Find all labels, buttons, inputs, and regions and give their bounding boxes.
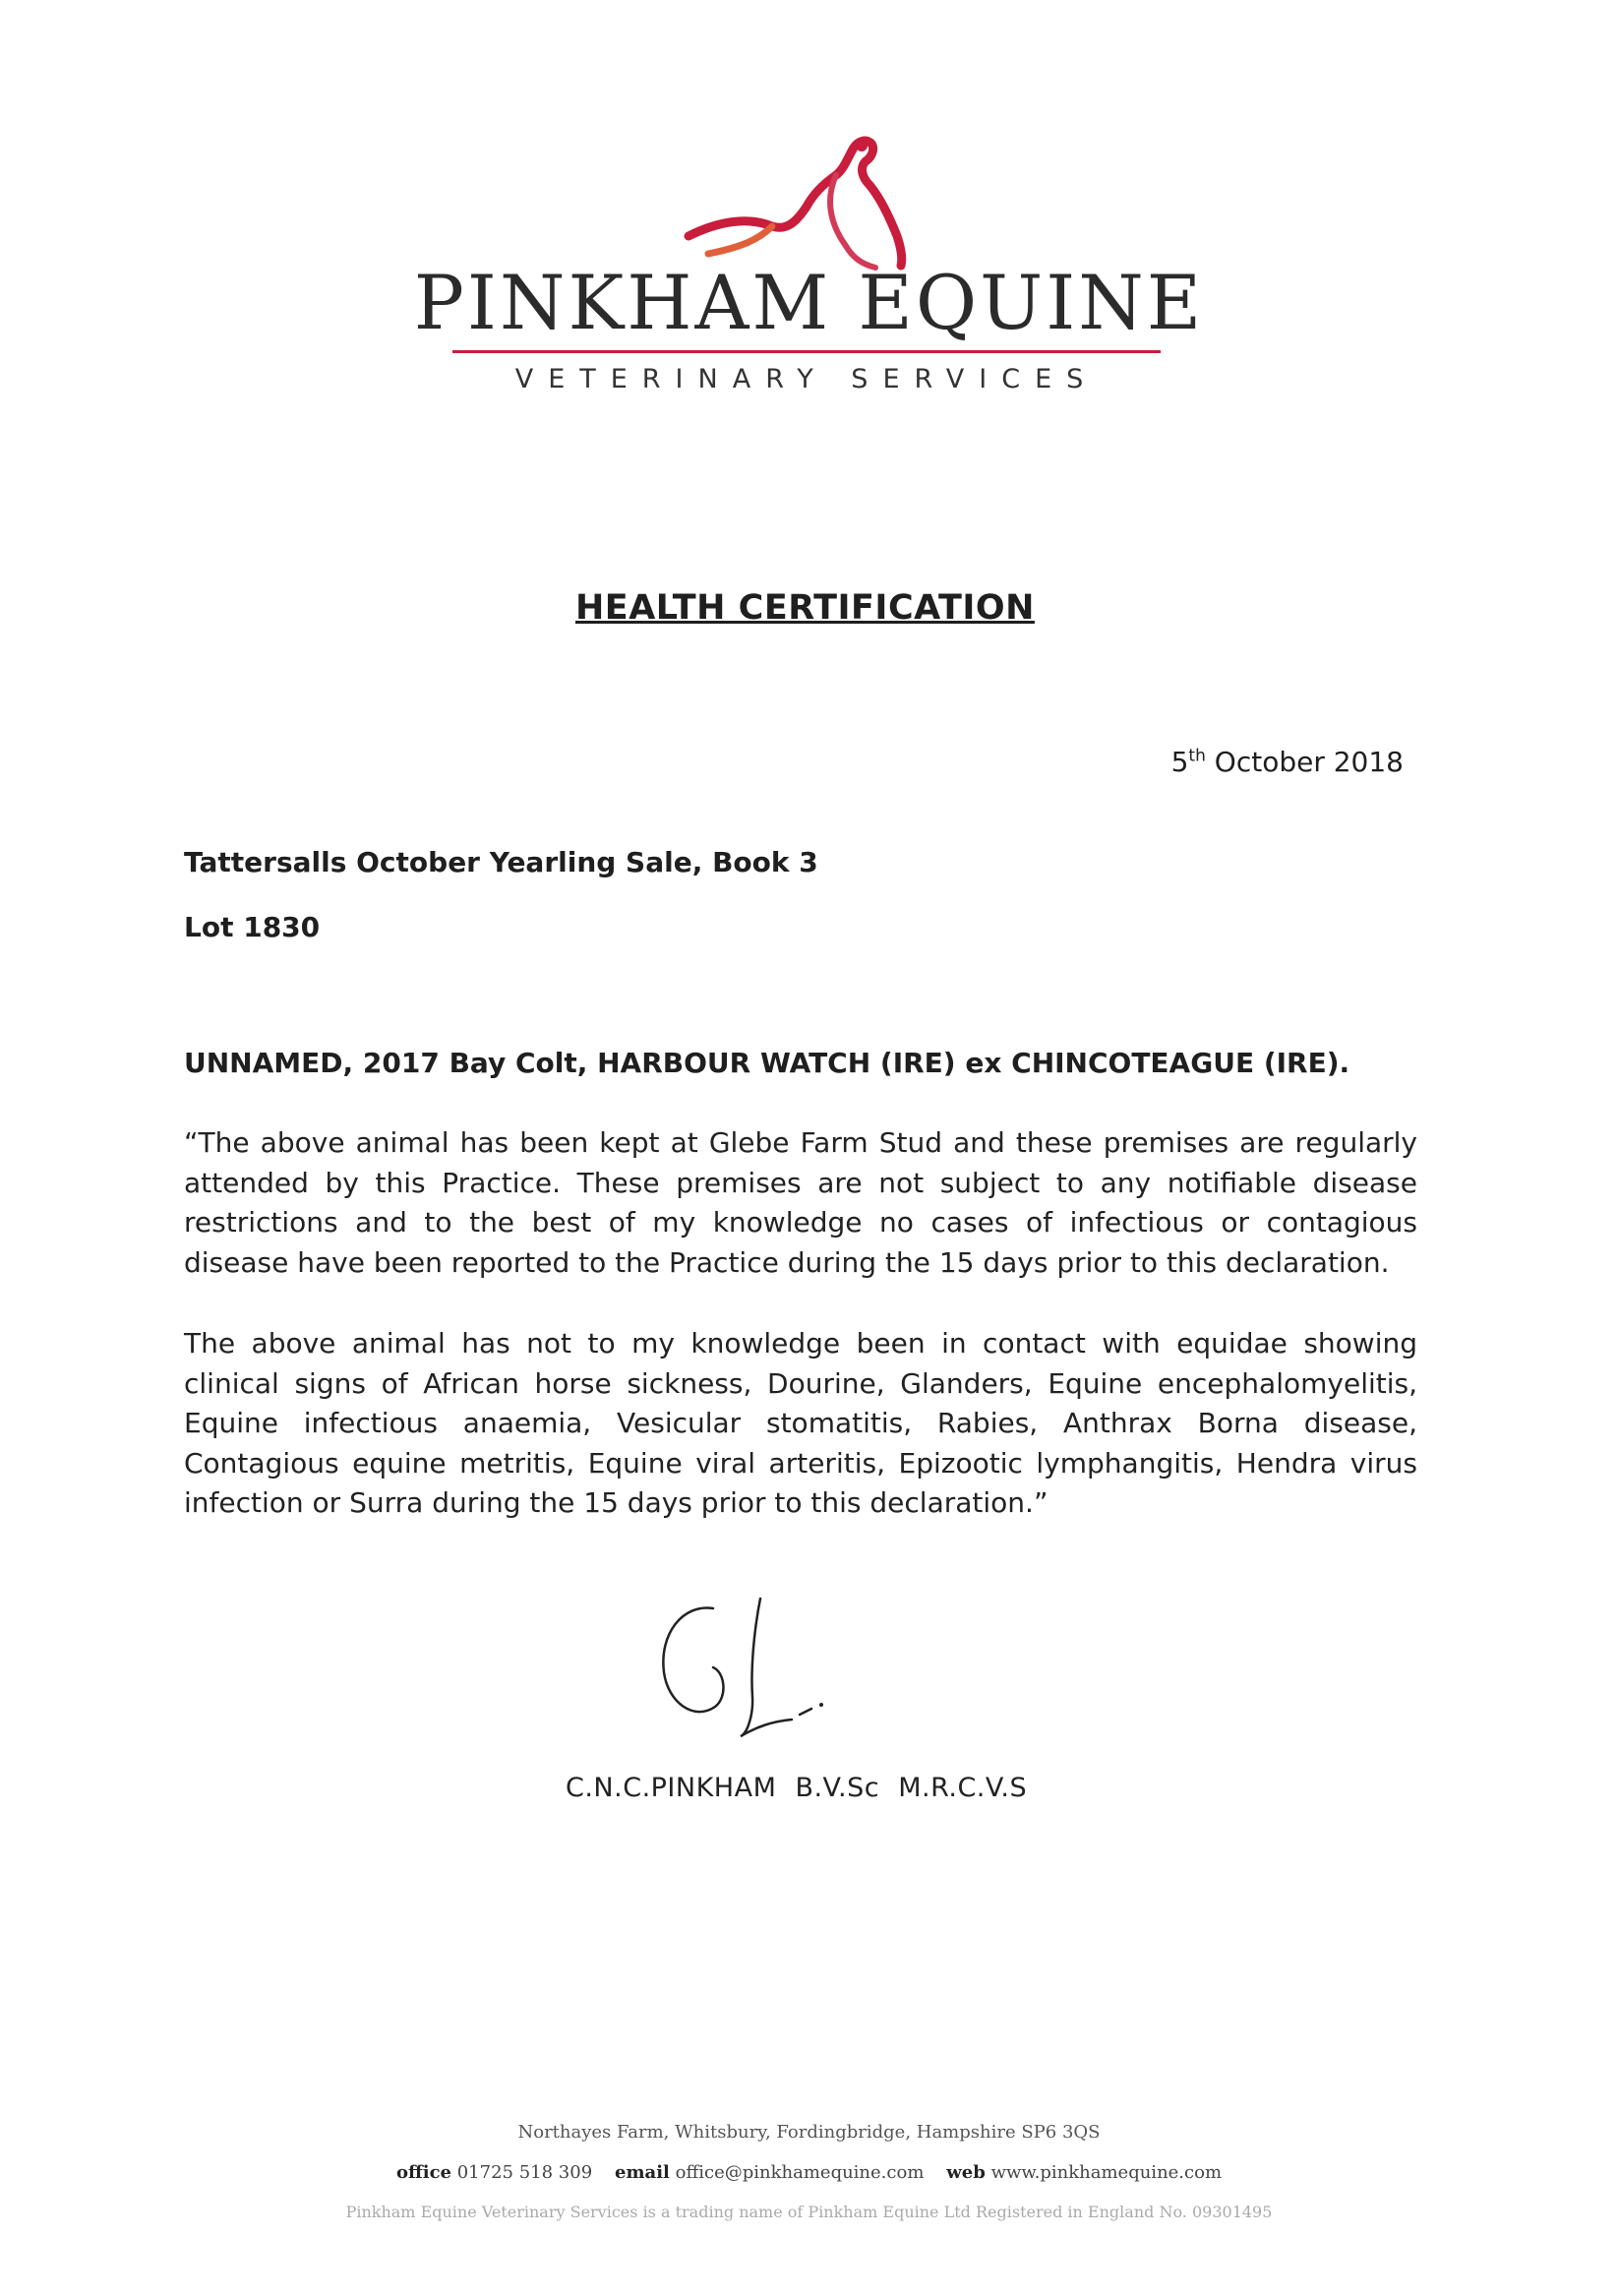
signatory-name: C.N.C.PINKHAM B.V.Sc M.R.C.V.S bbox=[566, 1773, 1028, 1803]
email-label: email bbox=[615, 2162, 670, 2183]
lot-number: Lot 1830 bbox=[184, 911, 321, 943]
document-date bbox=[1171, 746, 1404, 778]
web-link[interactable]: www.pinkhamequine.com bbox=[990, 2162, 1223, 2183]
declaration-paragraph-1: “The above animal has been kept at Glebe Farm Stud and these premises are regularly attended by this Practice. These premises are not subject to any notifiable disease restrictions and to the best of my knowledge no cases of infectious or contagious disease have been reported to the Practice during the 15 days prior to this declaration. bbox=[184, 1126, 1417, 1279]
document-title: HEALTH CERTIFICATION bbox=[575, 588, 1035, 628]
email-link[interactable]: office@pinkhamequine.com bbox=[675, 2162, 925, 2183]
date-rest: October 2018 bbox=[1214, 746, 1404, 778]
date-day: 5 bbox=[1170, 746, 1189, 778]
brand-name: PINKHAM EQUINE bbox=[413, 259, 1205, 346]
footer-address: Northayes Farm, Whitsbury, Fordingbridge, Hampshire SP6 3QS bbox=[517, 2122, 1101, 2143]
office-phone: 01725 518 309 bbox=[456, 2162, 593, 2183]
date-suffix: th bbox=[1188, 746, 1206, 766]
footer-legal: Pinkham Equine Veterinary Services is a trading name of Pinkham Equine Ltd Registered in England No. 09301495 bbox=[345, 2203, 1273, 2221]
footer-contacts bbox=[0, 2162, 1618, 2183]
brand-divider bbox=[452, 350, 1161, 353]
web-label: web bbox=[946, 2162, 986, 2183]
horse-description: UNNAMED, 2017 Bay Colt, HARBOUR WATCH (IRE) ex CHINCOTEAGUE (IRE). bbox=[184, 1047, 1350, 1079]
signature bbox=[644, 1589, 880, 1756]
office-label: office bbox=[395, 2162, 451, 2183]
declaration-paragraph-2: The above animal has not to my knowledge been in contact with equidae showing clinical signs of African horse sickness, Dourine, Glanders, Equine encephalomyelitis, Equine infectious anaemia, Vesicular stomatitis, Rabies, Anthrax Borna disease, Contagious equine metritis, Equine viral arteritis, Epizootic lymphangitis, Hendra virus infection or Surra during the 15 days prior to this declaration.” bbox=[184, 1327, 1417, 1519]
brand-subtitle: VETERINARY SERVICES bbox=[514, 364, 1099, 394]
sale-name: Tattersalls October Yearling Sale, Book 3 bbox=[184, 846, 818, 878]
